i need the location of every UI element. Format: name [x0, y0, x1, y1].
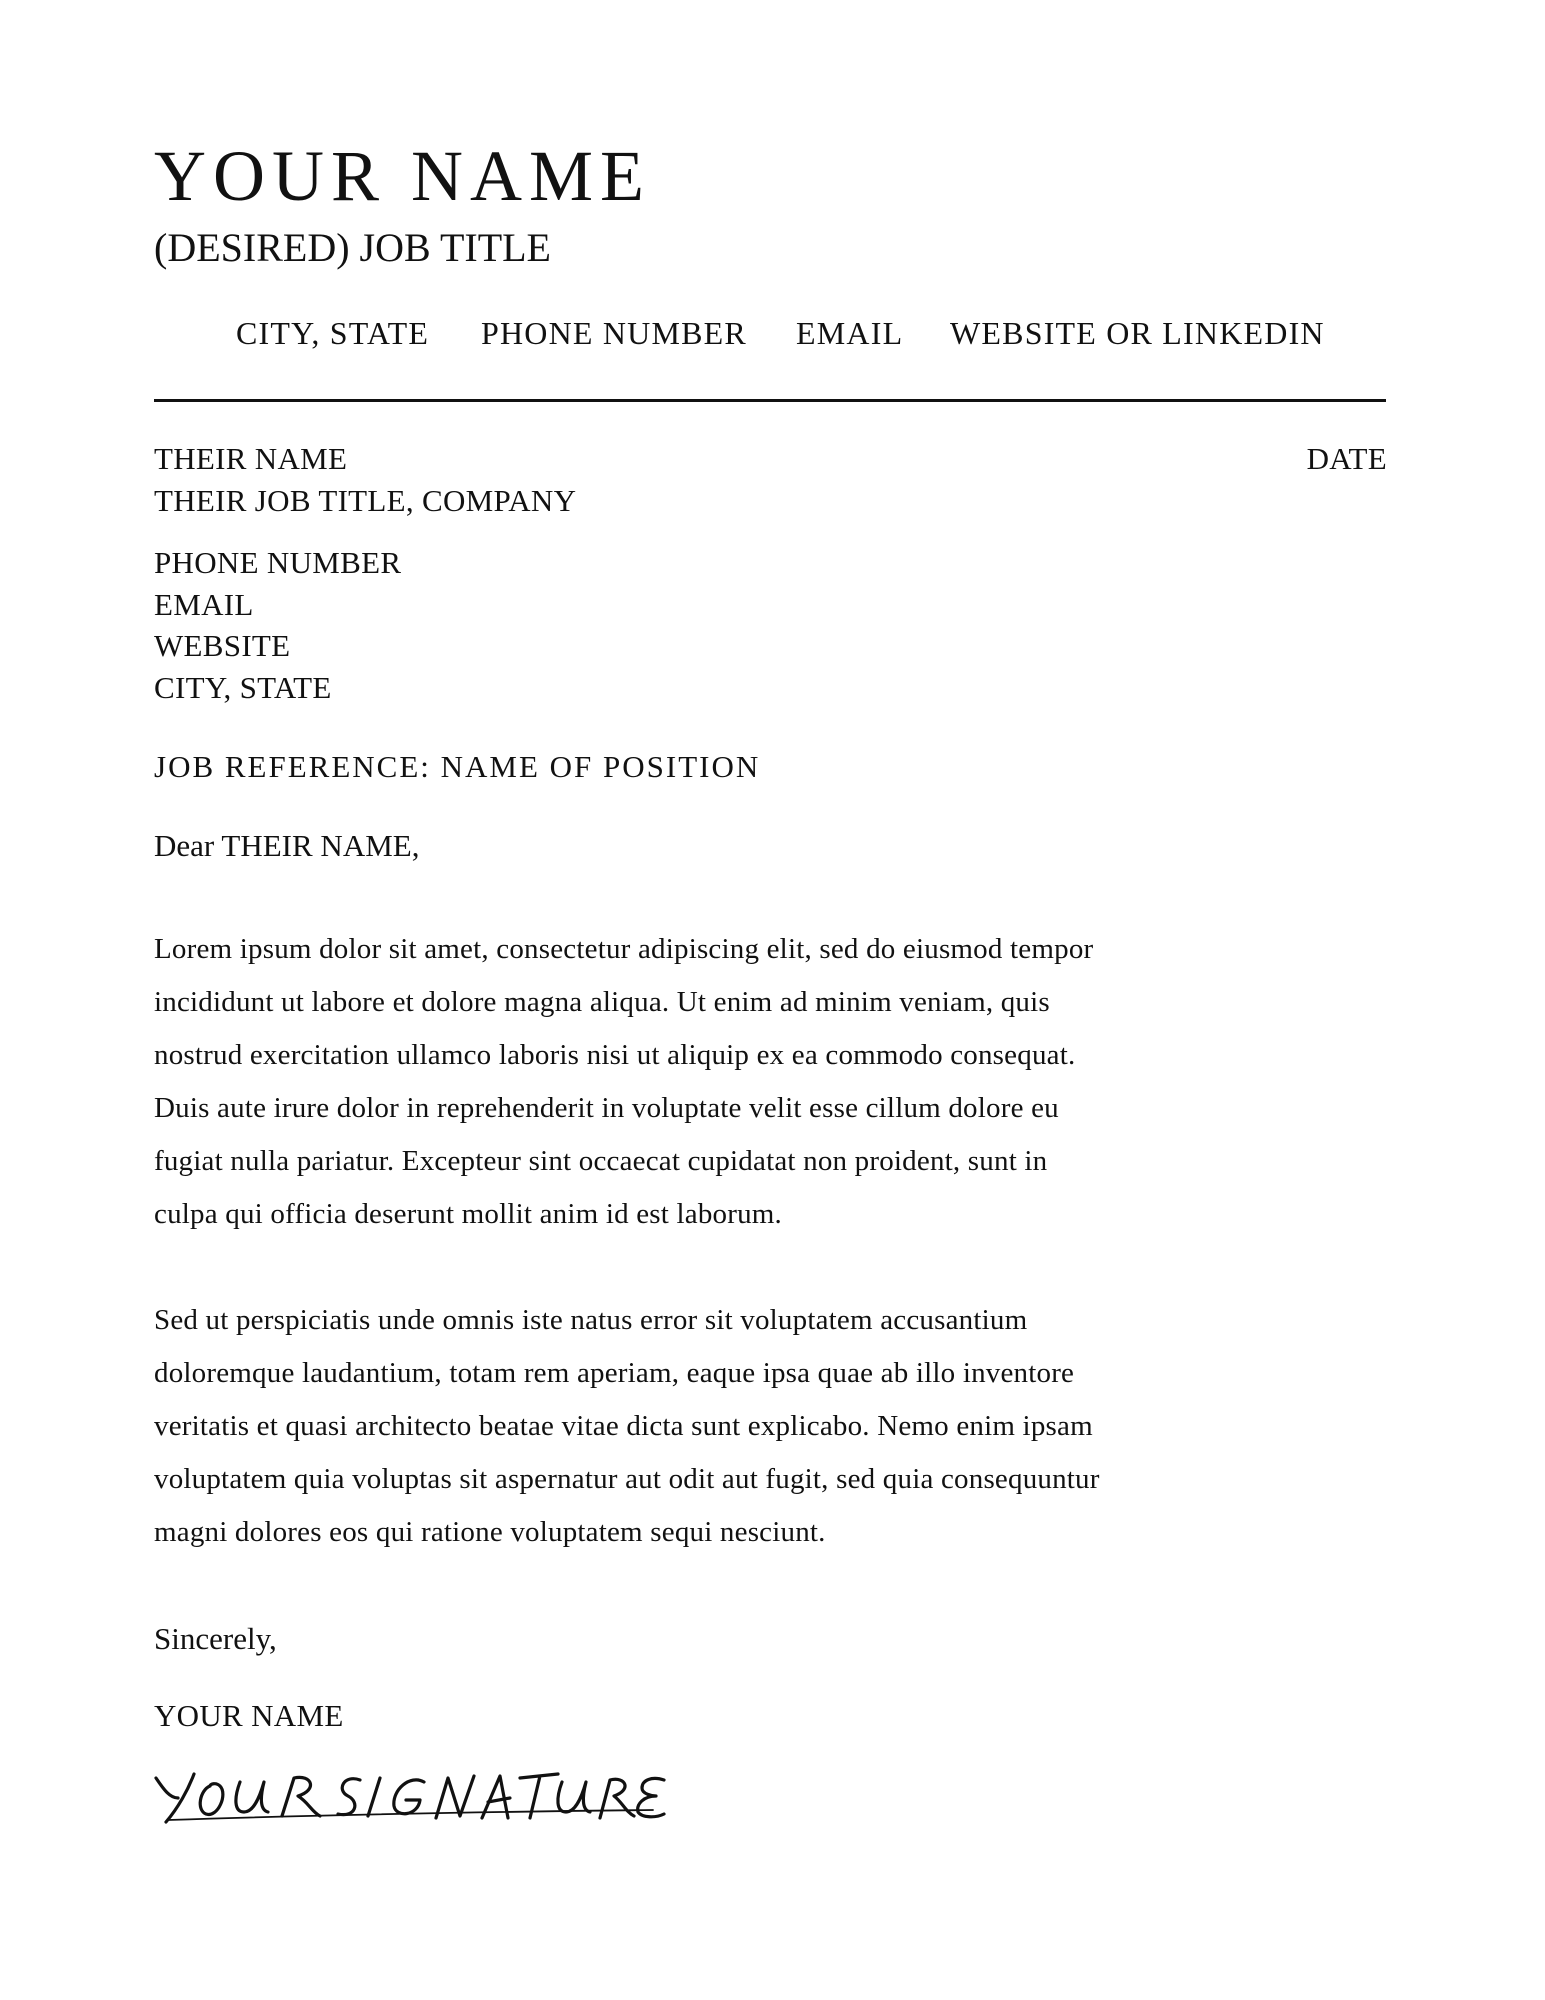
- contact-email: EMAIL: [796, 315, 904, 351]
- recipient-location: CITY, STATE: [154, 670, 332, 705]
- paragraph-1-line: Duis aute irure dolor in reprehenderit in voluptate velit esse cillum dolore eu: [154, 1092, 1059, 1124]
- recipient-name: THEIR NAME: [154, 441, 348, 476]
- contact-city-state: CITY, STATE: [236, 315, 430, 351]
- letter-date: DATE: [1306, 441, 1387, 476]
- recipient-job-company: THEIR JOB TITLE, COMPANY: [154, 483, 577, 518]
- job-reference: JOB REFERENCE: NAME OF POSITION: [154, 749, 761, 784]
- paragraph-2-line: doloremque laudantium, totam rem aperiam, eaque ipsa quae ab illo inventore: [154, 1357, 1075, 1389]
- closing-name: YOUR NAME: [154, 1698, 344, 1733]
- salutation: Dear THEIR NAME,: [154, 828, 420, 863]
- signature-image: [148, 1760, 668, 1830]
- paragraph-2-line: Sed ut perspiciatis unde omnis iste natus error sit voluptatem accusantium: [154, 1304, 1028, 1336]
- recipient-email: EMAIL: [154, 587, 254, 622]
- paragraph-1-line: fugiat nulla pariatur. Excepteur sint occaecat cupidatat non proident, sunt in: [154, 1145, 1048, 1177]
- recipient-phone: PHONE NUMBER: [154, 545, 402, 580]
- paragraph-1-line: nostrud exercitation ullamco laboris nisi ut aliquip ex ea commodo consequat.: [154, 1039, 1076, 1071]
- paragraph-2-line: veritatis et quasi architecto beatae vitae dicta sunt explicabo. Nemo enim ipsam: [154, 1410, 1093, 1442]
- header-divider: [154, 399, 1386, 402]
- applicant-name: YOUR NAME: [154, 136, 652, 216]
- paragraph-2-line: voluptatem quia voluptas sit aspernatur aut odit aut fugit, sed quia consequuntur: [154, 1463, 1100, 1495]
- contact-phone: PHONE NUMBER: [481, 315, 747, 351]
- paragraph-1-line: culpa qui officia deserunt mollit anim id est laborum.: [154, 1198, 782, 1230]
- paragraph-1-line: Lorem ipsum dolor sit amet, consectetur adipiscing elit, sed do eiusmod tempor: [154, 933, 1094, 965]
- paragraph-1-line: incididunt ut labore et dolore magna aliqua. Ut enim ad minim veniam, quis: [154, 986, 1050, 1018]
- contact-website: WEBSITE OR LINKEDIN: [950, 315, 1325, 351]
- closing: Sincerely,: [154, 1621, 277, 1656]
- recipient-website: WEBSITE: [154, 628, 291, 663]
- applicant-job-title: (DESIRED) JOB TITLE: [154, 225, 551, 270]
- paragraph-2-line: magni dolores eos qui ratione voluptatem sequi nesciunt.: [154, 1516, 826, 1548]
